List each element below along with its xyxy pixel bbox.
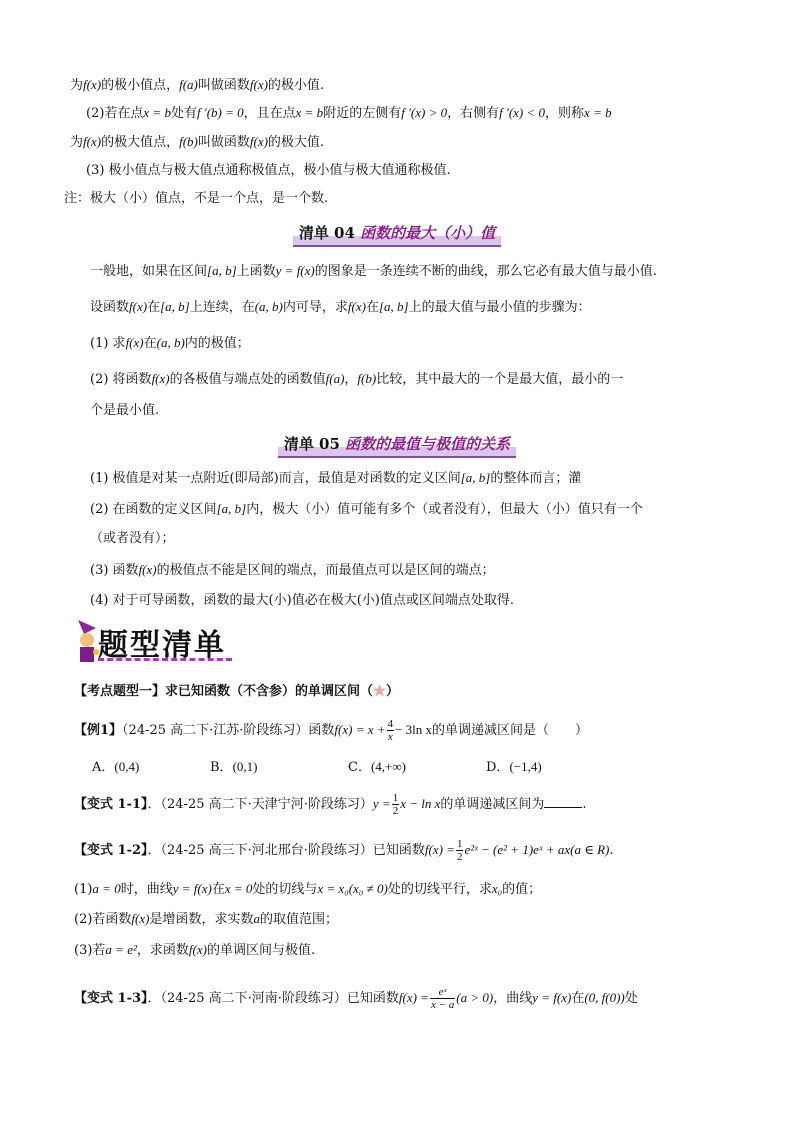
section-heading-04: 清单 04 函数的最大（小）值 xyxy=(0,222,794,247)
wizard-icon xyxy=(74,618,100,664)
option-c: C．(4,+∞) xyxy=(348,759,406,775)
banner-title: 题型清单 xyxy=(98,628,226,663)
option-b: B．(0,1) xyxy=(210,759,258,775)
sec5-item-3: (3) 函数f(x)的极值点不能是区间的端点，而最值点可以是区间的端点； xyxy=(90,562,495,578)
sec5-item-1: (1) 极值是对某一点附近(即局部)而言，最值是对函数的定义区间[a, b]的整体而言；灌 xyxy=(90,470,582,486)
sec5-item-2: (2) 在函数的定义区间[a, b]内，极大（小）值可能有多个（或者没有），但最大（小）值只有一个 xyxy=(90,501,643,517)
text-line-2: (2)若在点x = b处有f ′(b) = 0，且在点x = b附近的左侧有f ′(x) > 0，右侧有f ′(x) < 0，则称x = b xyxy=(86,105,612,121)
fraction: $\frac{1}{2}$ xyxy=(392,792,399,817)
fraction: $\frac{\text{eˣ}}{x - a}$ xyxy=(430,986,455,1011)
variant-1-3: 【变式 1-3】．（24-25 高二下·河南·阶段练习）已知函数f(x) = $\frac{\text{eˣ}}{x - a}$ (a > 0)，曲线y = f(x)在(0, f(0))处 xyxy=(74,986,638,1011)
sec4-step-1: (1) 求f(x)在(a, b)内的极值； xyxy=(90,335,250,351)
example-1: 【例1】（24-25 高二下·江苏·阶段练习）函数f(x) = x + $\frac{4}{x}$ − 3ln x的单调递减区间是（ ） xyxy=(74,718,588,743)
variant-1-2: 【变式 1-2】．（24-25 高三下·河北邢台·阶段练习）已知函数f(x) = $\frac{1}{2}$ e²ˣ − (e² + 1)eˣ + ax(a ∈ R). xyxy=(74,838,614,863)
text-line-4: (3) 极小值点与极大值点通称极值点，极小值与极大值通称极值. xyxy=(86,163,451,178)
sec4-para-1: 一般地，如果在区间[a, b]上函数y = f(x)的图象是一条连续不断的曲线，那么它必有最大值与最小值. xyxy=(90,263,657,279)
sec5-item-2-cont: （或者没有）； xyxy=(90,531,175,546)
type1-title: 【考点题型一】求已知函数（不含参）的单调区间（★） xyxy=(74,684,400,699)
sec5-item-4: (4) 对于可导函数，函数的最大(小)值必在极大(小)值点或区间端点处取得. xyxy=(90,593,514,608)
variant-1-2-part-3: (3)若a = e²，求函数f(x)的单调区间与极值. xyxy=(74,942,316,958)
section-heading-05: 清单 05 函数的最值与极值的关系 xyxy=(0,433,794,458)
sec4-step-2-cont: 个是最小值. xyxy=(90,403,160,418)
note-line: 注：极大（小）值点，不是一个点，是一个数. xyxy=(64,191,329,206)
fraction: $\frac{1}{2}$ xyxy=(456,838,463,863)
banner-underline xyxy=(98,658,232,667)
variant-1-2-part-1: (1)a = 0时，曲线y = f(x)在x = 0处的切线与x = x₀(x₀ ≠ 0)处的切线平行，求x₀的值； xyxy=(74,881,542,897)
answer-blank xyxy=(544,795,582,808)
variant-1-2-part-2: (2)若函数f(x)是增函数，求实数a的取值范围； xyxy=(74,911,338,927)
variant-1-1: 【变式 1-1】．（24-25 高二下·天津宁河·阶段练习）y = $\frac{1}{2}$ x − ln x的单调递减区间为 . xyxy=(74,792,587,817)
text-line-3: 为f(x)的极大值点，f(b)叫做函数f(x)的极大值. xyxy=(70,134,325,150)
option-a: A．(0,4) xyxy=(92,759,140,775)
sec4-para-2: 设函数f(x)在[a, b]上连续，在(a, b)内可导，求f(x)在[a, b]上的最大值与最小值的步骤为： xyxy=(90,299,591,315)
text-line-1: 为f(x)的极小值点，f(a)叫做函数f(x)的极小值. xyxy=(70,77,325,93)
option-d: D．(−1,4) xyxy=(486,759,542,775)
question-types-banner xyxy=(74,618,234,668)
star-icon: ★ xyxy=(373,684,387,699)
sec4-step-2: (2) 将函数f(x)的各极值与端点处的函数值f(a)，f(b)比较，其中最大的一个是最大值，最小的一 xyxy=(90,371,624,387)
fraction: $\frac{4}{x}$ xyxy=(387,718,394,743)
